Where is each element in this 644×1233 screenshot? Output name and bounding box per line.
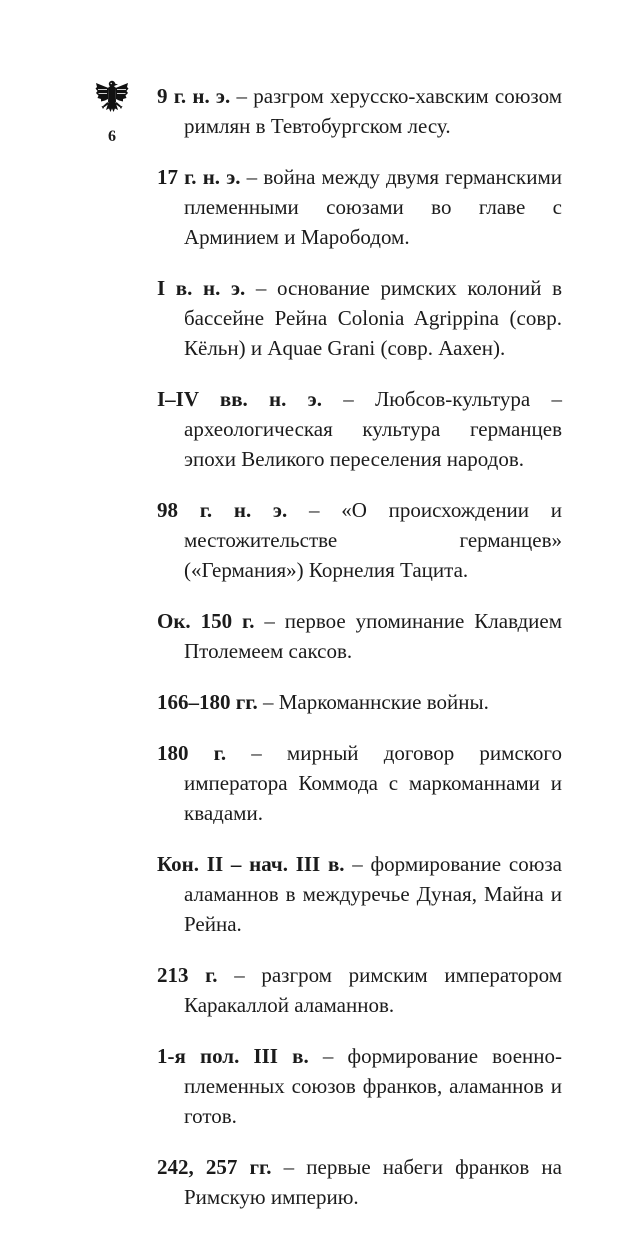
- chronology-entry: [157, 738, 562, 828]
- entry-text: – война между двумя германскими племенными союзами во главе с Арминием и Марободом.: [184, 165, 563, 249]
- entry-date: 242, 257 гг.: [157, 1155, 272, 1179]
- chronology-entry: [157, 162, 562, 252]
- page-number: 6: [108, 128, 116, 145]
- chronology-entry: [157, 1041, 562, 1131]
- entry-date: 180 г.: [157, 741, 227, 765]
- chronology-entry: [157, 960, 562, 1020]
- entry-date: 213 г.: [157, 963, 218, 987]
- entry-text: – формирование союза аламаннов в междуречье Дуная, Майна и Рейна.: [184, 852, 562, 936]
- chronology-entry: [157, 606, 562, 666]
- entry-text: – Любсов-культура – археологическая культура германцев эпохи Великого переселения народов.: [184, 387, 562, 471]
- entry-text: – разгром херусско-хавским союзом римлян в Тевтобургском лесу.: [184, 84, 562, 138]
- entry-date: 98 г. н. э.: [157, 498, 288, 522]
- entry-date: 166–180 гг.: [157, 690, 258, 714]
- chronology-list: [157, 81, 562, 1233]
- entry-date: 17 г. н. э.: [157, 165, 241, 189]
- entry-date: I в. н. э.: [157, 276, 246, 300]
- entry-text: – мирный договор римского императора Коммода с маркоманнами и квадами.: [184, 741, 562, 825]
- entry-text: – Маркоманнские войны.: [257, 690, 489, 714]
- entry-date: 9 г. н. э.: [157, 84, 231, 108]
- chronology-entry: [157, 81, 562, 141]
- chronology-entry: [157, 495, 562, 585]
- entry-text: – разгром римским императором Каракаллой аламаннов.: [184, 963, 562, 1017]
- entry-date: Кон. II – нач. III в.: [157, 852, 345, 876]
- entry-date: 1-я пол. III в.: [157, 1044, 309, 1068]
- entry-date: Ок. 150 г.: [157, 609, 255, 633]
- chronology-entry: [157, 687, 562, 717]
- entry-text: – первые набеги франков на Римскую империю.: [184, 1155, 562, 1209]
- chronology-entry: [157, 1152, 562, 1212]
- entry-date: I–IV вв. н. э.: [157, 387, 322, 411]
- chronology-entry: [157, 273, 562, 363]
- entry-text: – формирование военно-племенных союзов франков, аламаннов и готов.: [184, 1044, 562, 1128]
- chronology-entry: [157, 384, 562, 474]
- entry-text: – «О происхождении и местожительстве германцев» («Германия») Корнелия Тацита.: [184, 498, 562, 582]
- entry-text: – основание римских колоний в бассейне Рейна Colonia Agrippina (совр. Кёльн) и Aquae Grani (совр. Аахен).: [184, 276, 562, 360]
- german-eagle-icon: [95, 78, 129, 122]
- entry-text: – первое упоминание Клавдием Птолемеем саксов.: [184, 609, 562, 663]
- chronology-entry: [157, 849, 562, 939]
